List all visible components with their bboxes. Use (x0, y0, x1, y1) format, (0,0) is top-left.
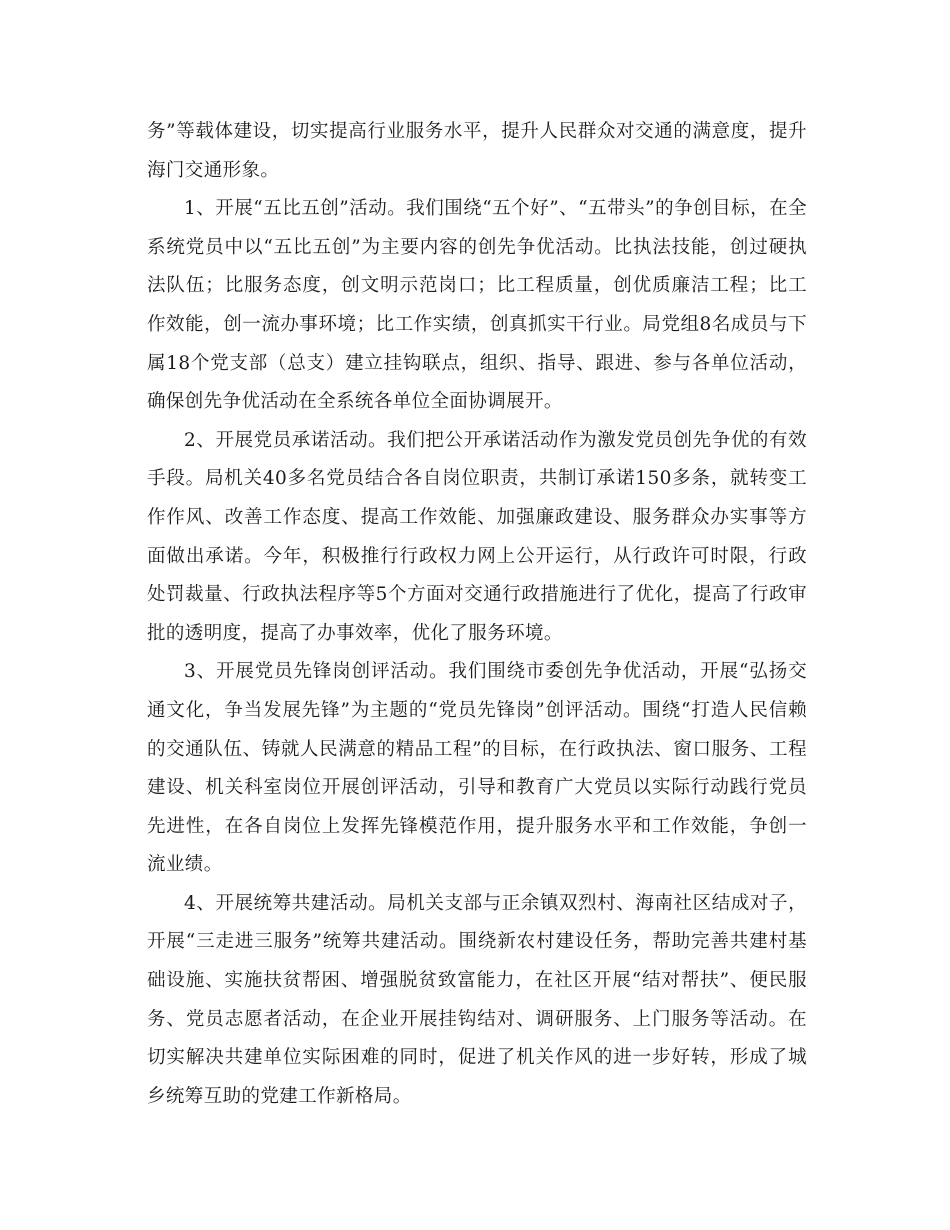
paragraph-item-2: 2、开展党员承诺活动。我们把公开承诺活动作为激发党员创先争优的有效手段。局机关40多名党员结合各自岗位职责，共制订承诺150多条，就转变工作作风、改善工作态度、提高工作效能、加强廉政建设、服务群众办实事等方面做出承诺。今年，积极推行行政权力网上公开运行，从行政许可时限，行政处罚裁量、行政执法程序等5个方面对交通行政措施进行了优化，提高了行政审批的透明度，提高了办事效率，优化了服务环境。 (147, 429, 807, 644)
document-body (147, 113, 807, 1116)
paragraph-item-3: 3、开展党员先锋岗创评活动。我们围绕市委创先争优活动，开展“弘扬交通文化，争当发展先锋”为主题的“党员先锋岗”创评活动。围绕“打造人民信赖的交通队伍、铸就人民满意的精品工程”的目标，在行政执法、窗口服务、工程建设、机关科室岗位开展创评活动，引导和教育广大党员以实际行动践行党员先进性，在各自岗位上发挥先锋模范作用，提升服务水平和工作效能，争创一流业绩。 (147, 661, 807, 876)
paragraph-continuation: 务”等载体建设，切实提高行业服务水平，提升人民群众对交通的满意度，提升海门交通形象。 (147, 121, 807, 181)
paragraph-item-1: 1、开展“五比五创”活动。我们围绕“五个好”、“五带头”的争创目标，在全系统党员中以“五比五创”为主要内容的创先争优活动。比执法技能，创过硬执法队伍；比服务态度，创文明示范岗口；比工程质量，创优质廉洁工程；比工作效能，创一流办事环境；比工作实绩，创真抓实干行业。局党组8名成员与下属18个党支部（总支）建立挂钩联点，组织、指导、跟进、参与各单位活动，确保创先争优活动在全系统各单位全面协调展开。 (147, 198, 807, 413)
paragraph-item-4: 4、开展统筹共建活动。局机关支部与正余镇双烈村、海南社区结成对子，开展“三走进三服务”统筹共建活动。围绕新农村建设任务，帮助完善共建村基础设施、实施扶贫帮困、增强脱贫致富能力，在社区开展“结对帮扶”、便民服务、党员志愿者活动，在企业开展挂钩结对、调研服务、上门服务等活动。在切实解决共建单位实际困难的同时，促进了机关作风的进一步好转，形成了城乡统筹互助的党建工作新格局。 (147, 892, 807, 1107)
